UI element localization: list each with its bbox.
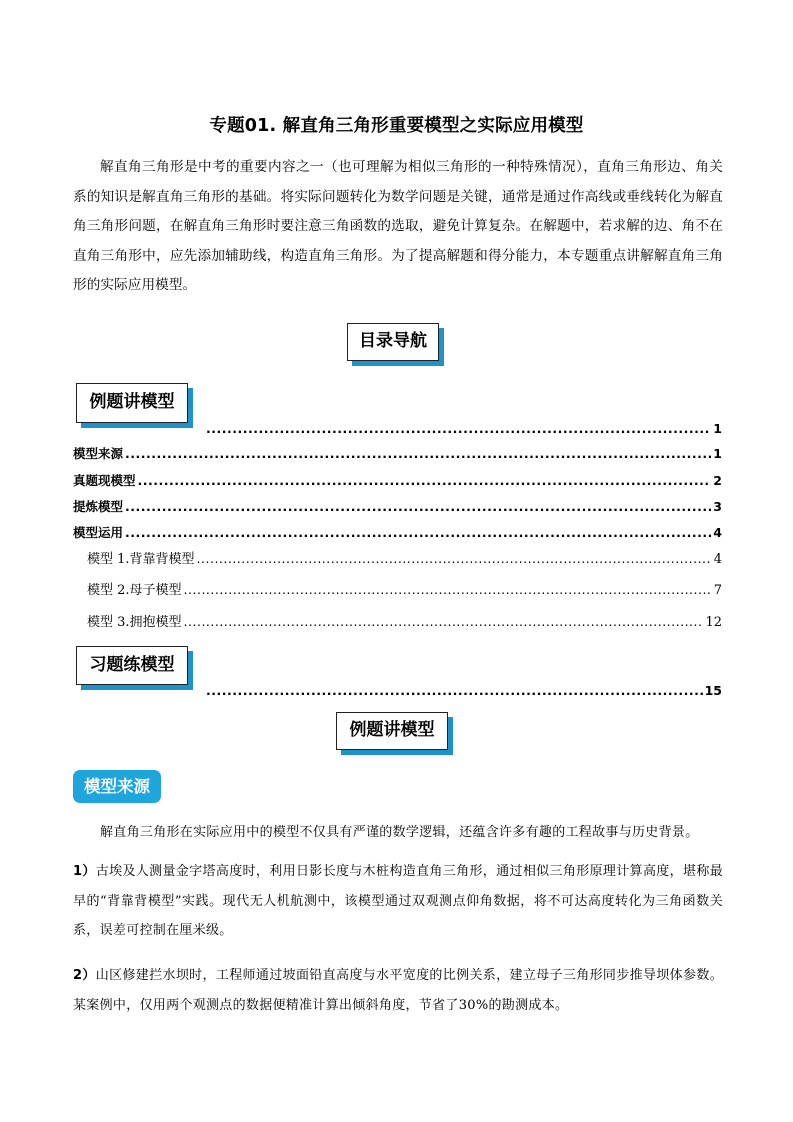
paragraph-text: 古埃及人测量金字塔高度时，利用日影长度与木桩构造直角三角形，通过相似三角形原理计算高度，堪称最早的“背靠背模型”实践。现代无人机航测中，该模型通过双观测点仰角数据，将不可达高度转化为三角函数关系，误差可控制在厘米级。 bbox=[73, 864, 723, 939]
toc-item-refine-model[interactable] bbox=[73, 497, 722, 515]
toc-item-label: 真题现模型 bbox=[73, 473, 136, 488]
toc-page-number: 1 bbox=[713, 446, 722, 461]
toc-page-number: 4 bbox=[713, 525, 722, 540]
toc-item-model-usage[interactable] bbox=[73, 523, 722, 541]
toc-item-model-2[interactable] bbox=[87, 579, 722, 598]
toc-item-label: 模型 2.母子模型 bbox=[87, 583, 182, 598]
model-source-badge: 模型来源 bbox=[73, 770, 161, 803]
toc-dots bbox=[184, 582, 712, 597]
toc-page-number: 15 bbox=[704, 683, 722, 698]
toc-dots bbox=[125, 499, 711, 514]
toc-item-label: 模型 1.背靠背模型 bbox=[87, 552, 195, 567]
toc-item-real-questions[interactable] bbox=[73, 471, 722, 489]
toc-dots bbox=[206, 683, 703, 698]
toc-section-examples-leader[interactable] bbox=[204, 421, 722, 436]
source-paragraph-1 bbox=[73, 857, 723, 946]
source-intro-paragraph: 解直角三角形在实际应用中的模型不仅具有严谨的数学逻辑，还蕴含许多有趣的工程故事与历史背景。 bbox=[100, 825, 699, 840]
source-paragraph-2 bbox=[73, 961, 723, 1020]
toc-dots bbox=[197, 551, 712, 566]
toc-dots bbox=[125, 525, 711, 540]
toc-page-number: 3 bbox=[713, 499, 722, 514]
toc-item-label: 模型来源 bbox=[73, 446, 124, 461]
toc-page-number: 2 bbox=[713, 473, 722, 488]
toc-section-exercises-leader[interactable] bbox=[204, 683, 722, 698]
toc-item-model-source[interactable] bbox=[73, 444, 722, 462]
toc-item-label: 提炼模型 bbox=[73, 499, 124, 514]
toc-item-label: 模型运用 bbox=[73, 525, 124, 540]
toc-dots bbox=[125, 446, 711, 461]
toc-dots bbox=[184, 614, 704, 629]
section-heading-examples: 例题讲模型 bbox=[336, 712, 448, 750]
toc-page-number: 1 bbox=[713, 421, 722, 436]
paragraph-text: 山区修建拦水坝时，工程师通过坡面铅直高度与水平宽度的比例关系，建立母子三角形同步推导坝体参数。某案例中，仅用两个观测点的数据便精准计算出倾斜角度，节省了30%的勘测成本。 bbox=[73, 968, 723, 1013]
toc-item-label: 模型 3.拥抱模型 bbox=[87, 615, 182, 630]
toc-dots bbox=[206, 421, 711, 436]
intro-paragraph: 解直角三角形是中考的重要内容之一（也可理解为相似三角形的一种特殊情况），直角三角形边、角关系的知识是解直角三角形的基础。将实际问题转化为数学问题是关键，通常是通过作高线或垂线转化为解直角三角形问题，在解直角三角形时要注意三角函数的选取，避免计算复杂。在解题中，若求解的边、角不在直角三角形中，应先添加辅助线，构造直角三角形。为了提高解题和得分能力，本专题重点讲解解直角三角形的实际应用模型。 bbox=[73, 159, 723, 294]
toc-section-examples[interactable]: 例题讲模型 bbox=[76, 383, 188, 423]
paragraph-number: 1） bbox=[73, 864, 96, 879]
toc-page-number: 7 bbox=[713, 583, 722, 598]
toc-section-exercises[interactable]: 习题练模型 bbox=[76, 646, 188, 685]
toc-dots bbox=[138, 473, 712, 488]
paragraph-number: 2） bbox=[73, 968, 96, 983]
toc-page-number: 12 bbox=[705, 615, 722, 630]
toc-item-model-3[interactable] bbox=[87, 611, 722, 630]
toc-heading: 目录导航 bbox=[347, 323, 439, 361]
toc-item-model-1[interactable] bbox=[87, 548, 722, 567]
page-title: 专题01. 解直角三角形重要模型之实际应用模型 bbox=[209, 116, 584, 136]
toc-page-number: 4 bbox=[713, 552, 722, 567]
